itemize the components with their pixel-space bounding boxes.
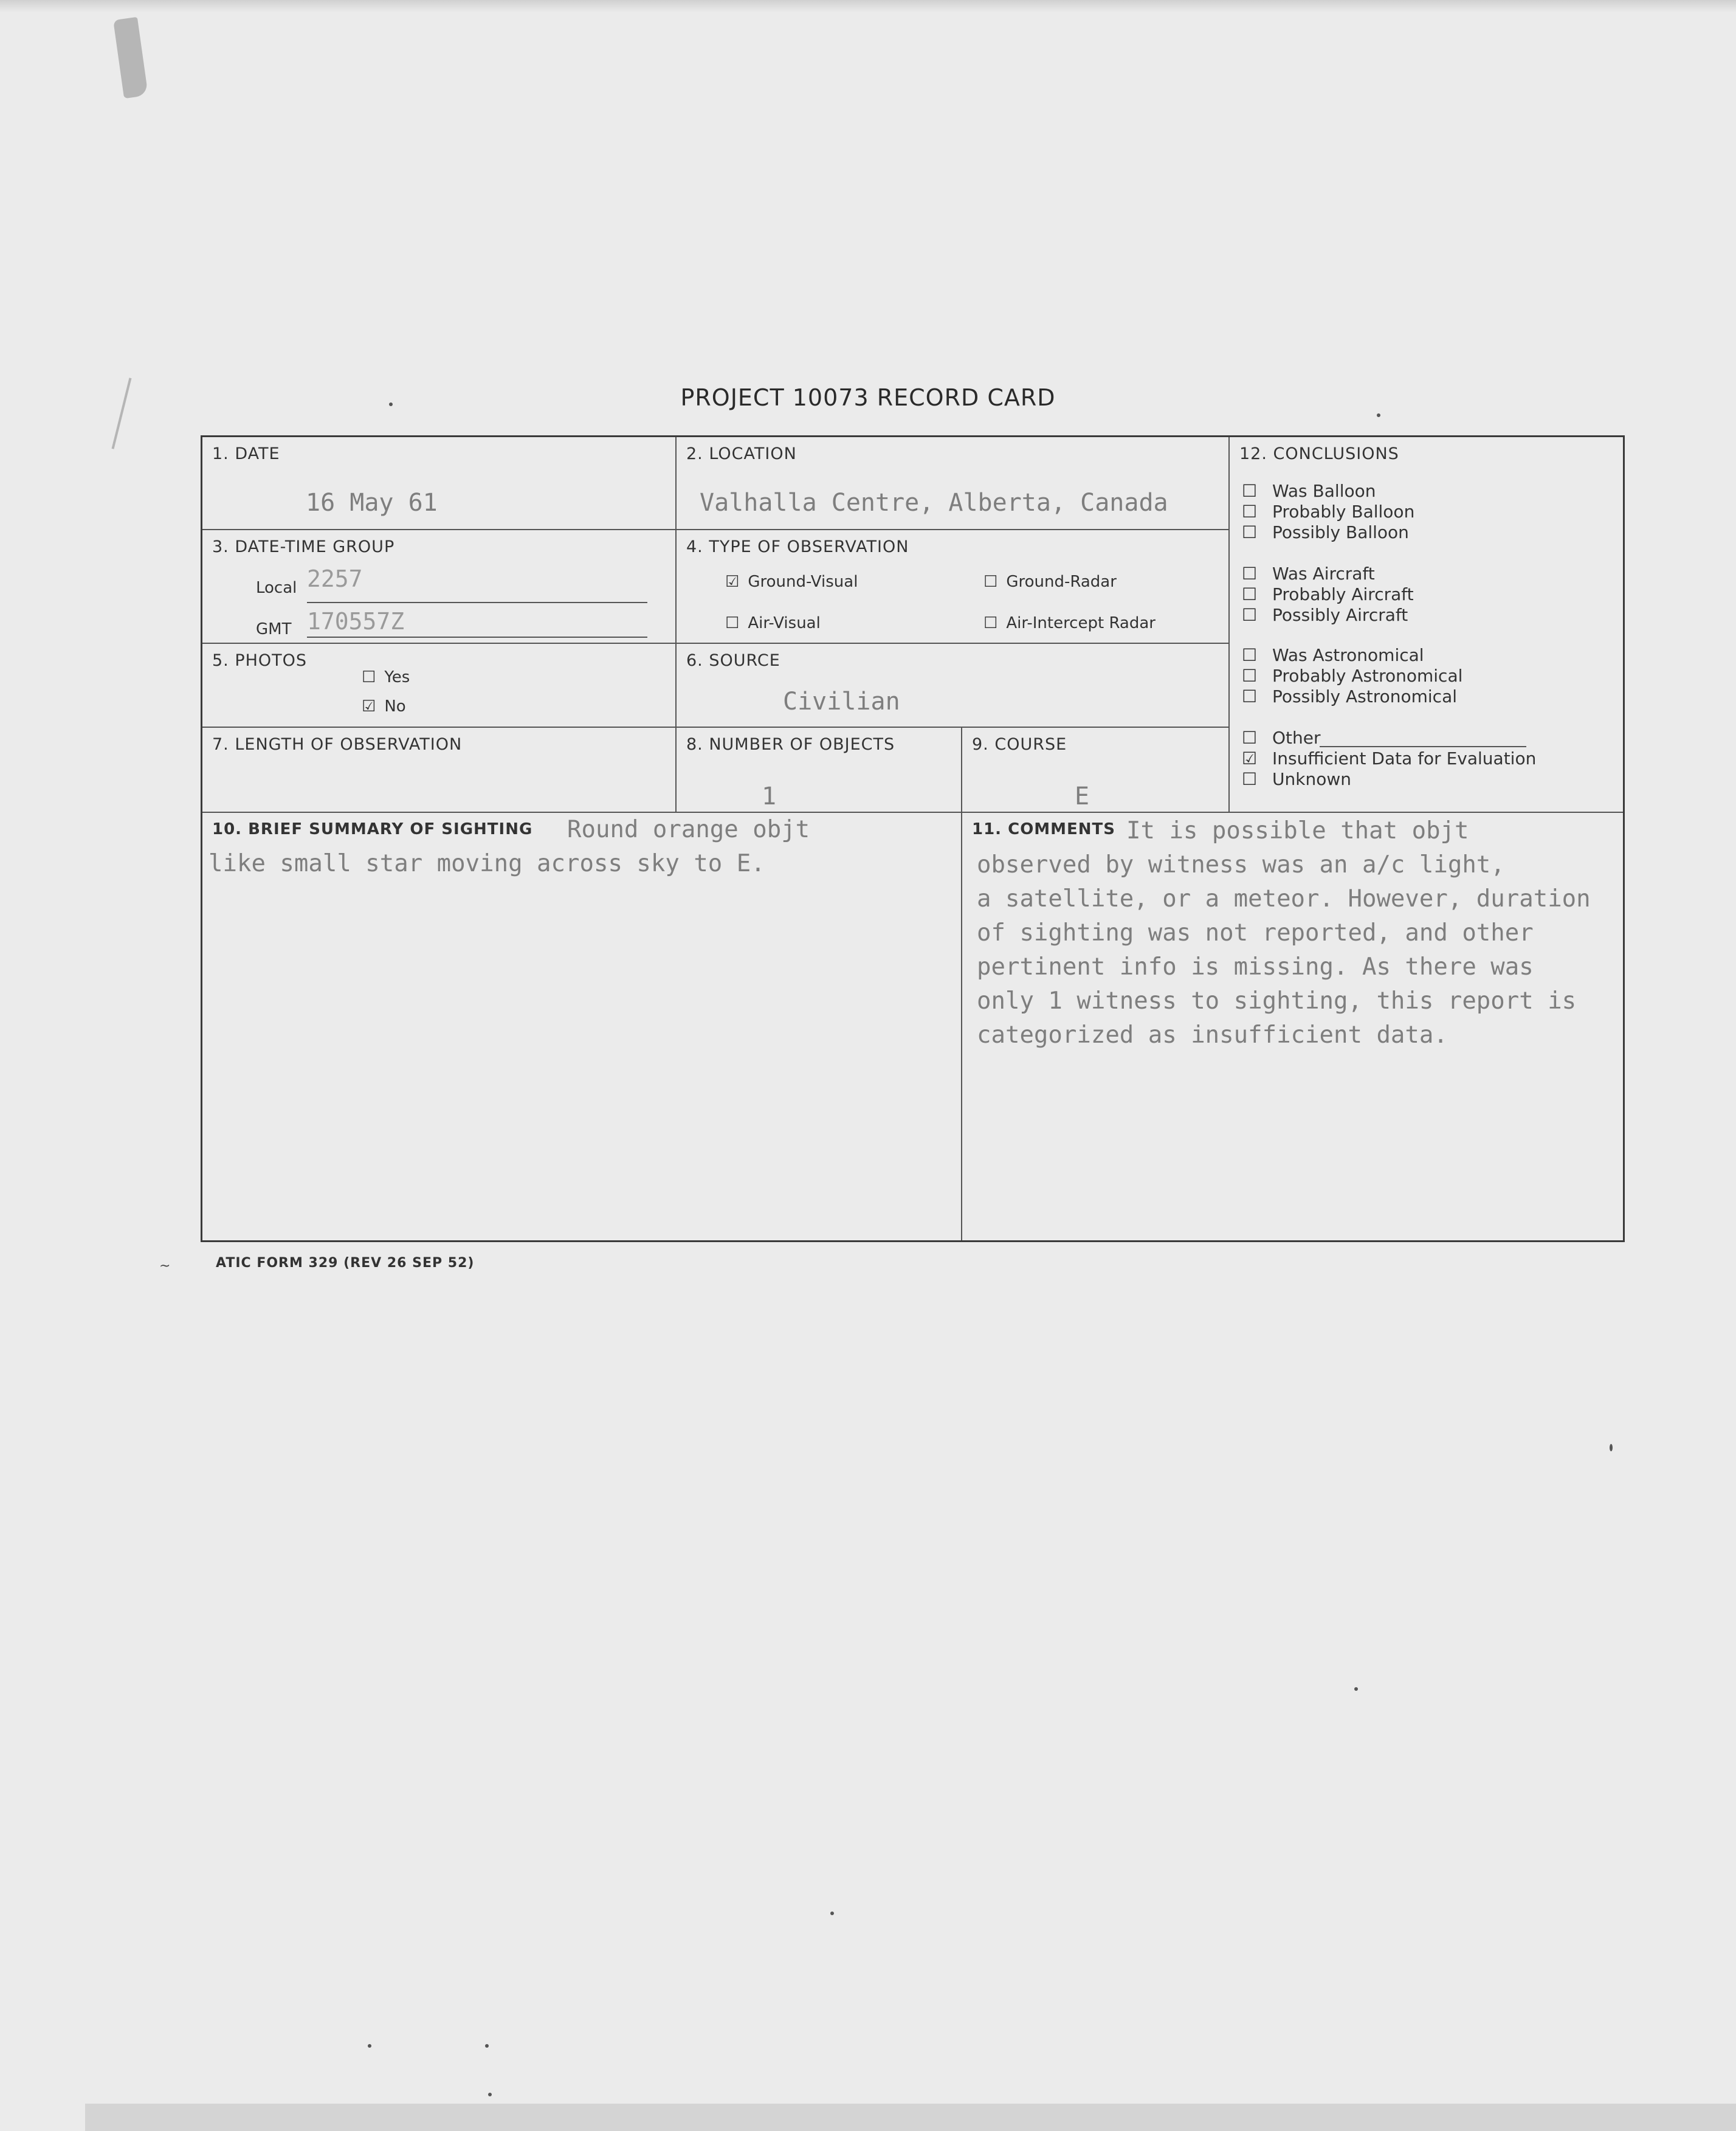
checkbox-icon: ☐ [983,614,998,632]
local-value: 2257 [307,565,363,592]
course-label: 9. COURSE [972,735,1067,754]
observation-option-ground-radar: ☐ Ground-Radar [983,573,1117,591]
summary-line: like small star moving across sky to E. [208,850,765,877]
conclusion-probably-balloon: ☐ Probably Balloon [1242,502,1415,522]
checkbox-icon: ☑ [1242,748,1258,768]
conclusion-was-balloon: ☐ Was Balloon [1242,481,1376,501]
form-id: ATIC FORM 329 (REV 26 SEP 52) [216,1255,475,1271]
date-cell [202,437,677,530]
scan-paper-tab [113,17,148,98]
scan-top-edge [0,0,1736,12]
comment-line: only 1 witness to sighting, this report is [977,987,1577,1015]
checkbox-icon: ☑ [362,697,376,716]
gmt-value: 170557Z [307,608,405,635]
speck [485,2044,489,2048]
summary-label: 10. BRIEF SUMMARY OF SIGHTING [212,820,533,838]
date-label: 1. DATE [212,444,280,463]
checkbox-icon: ☐ [725,614,740,632]
checkbox-icon: ☐ [1242,686,1258,706]
card-title: PROJECT 10073 RECORD CARD [680,384,1056,411]
number-of-objects-label: 8. NUMBER OF OBJECTS [686,735,895,754]
number-of-objects-cell [677,728,962,813]
speck [1610,1444,1613,1451]
source-label: 6. SOURCE [686,651,780,670]
speck [368,2044,371,2048]
scan-bottom-edge [85,2104,1736,2131]
comments-cell [962,813,1623,1240]
observation-option-ground-visual: ☑ Ground-Visual [725,573,858,591]
comment-line: categorized as insufficient data. [977,1021,1448,1049]
checkbox-icon: ☐ [1242,584,1258,604]
source-cell [677,644,1230,728]
conclusion-possibly-balloon: ☐ Possibly Balloon [1242,522,1409,542]
photos-label: 5. PHOTOS [212,651,308,670]
conclusion-probably-aircraft: ☐ Probably Aircraft [1242,584,1414,604]
comment-line: pertinent info is missing. As there was [977,953,1534,981]
checkbox-icon: ☐ [1242,502,1258,522]
checkbox-icon: ☐ [1242,564,1258,584]
conclusion-other-underline [1320,746,1526,747]
conclusion-probably-astronomical: ☐ Probably Astronomical [1242,666,1463,686]
checkbox-icon: ☐ [1242,728,1258,748]
checkbox-icon: ☐ [362,668,376,686]
comment-line: observed by witness was an a/c light, [977,851,1505,879]
checkbox-icon: ☐ [1242,769,1258,789]
checkbox-icon: ☐ [1242,666,1258,686]
summary-line: Round orange objt [567,816,810,843]
checkbox-icon: ☐ [1242,605,1258,625]
gmt-label: GMT [256,620,292,638]
conclusion-insufficient-data: ☑ Insufficient Data for Evaluation [1242,748,1537,768]
record-card [201,435,1625,1242]
speck [1354,1687,1358,1691]
conclusion-other: ☐ Other [1242,728,1321,748]
summary-cell [202,813,962,1240]
comments-label: 11. COMMENTS [972,820,1116,838]
location-value: Valhalla Centre, Alberta, Canada [700,489,1168,517]
checkbox-icon: ☑ [725,573,740,591]
course-cell [962,728,1230,813]
speck [1377,413,1380,417]
source-value: Civilian [783,688,900,716]
checkbox-icon: ☐ [1242,645,1258,665]
observation-option-air-intercept-radar: ☐ Air-Intercept Radar [983,614,1156,632]
local-underline [307,602,647,603]
date-time-group-label: 3. DATE-TIME GROUP [212,537,395,556]
conclusion-possibly-aircraft: ☐ Possibly Aircraft [1242,605,1408,625]
date-time-group-cell [202,530,677,644]
conclusion-was-astronomical: ☐ Was Astronomical [1242,645,1424,665]
local-label: Local [256,579,297,597]
course-value: E [1075,782,1090,810]
location-cell [677,437,1230,530]
speck [488,2093,492,2096]
date-value: 16 May 61 [306,489,438,517]
comment-line: a satellite, or a meteor. However, duration [977,885,1591,913]
checkbox-icon: ☐ [983,573,998,591]
observation-type-cell [677,530,1230,644]
length-of-observation-label: 7. LENGTH OF OBSERVATION [212,735,463,754]
observation-option-air-visual: ☐ Air-Visual [725,614,821,632]
gmt-underline [307,637,647,638]
photos-cell [202,644,677,728]
comment-line: of sighting was not reported, and other [977,919,1534,947]
form-mark: ~ [159,1259,171,1274]
conclusions-label: 12. CONCLUSIONS [1239,444,1399,463]
conclusions-cell [1230,437,1623,813]
length-of-observation-cell [202,728,677,813]
speck [830,1912,834,1915]
comment-line: It is possible that objt [1126,817,1469,844]
conclusion-was-aircraft: ☐ Was Aircraft [1242,564,1375,584]
photos-option-no: ☑ No [362,697,406,716]
location-label: 2. LOCATION [686,444,797,463]
conclusion-unknown: ☐ Unknown [1242,769,1351,789]
photos-option-yes: ☐ Yes [362,668,410,686]
number-of-objects-value: 1 [762,782,777,810]
checkbox-icon: ☐ [1242,481,1258,501]
checkbox-icon: ☐ [1242,522,1258,542]
observation-type-label: 4. TYPE OF OBSERVATION [686,537,909,556]
conclusion-possibly-astronomical: ☐ Possibly Astronomical [1242,686,1458,706]
